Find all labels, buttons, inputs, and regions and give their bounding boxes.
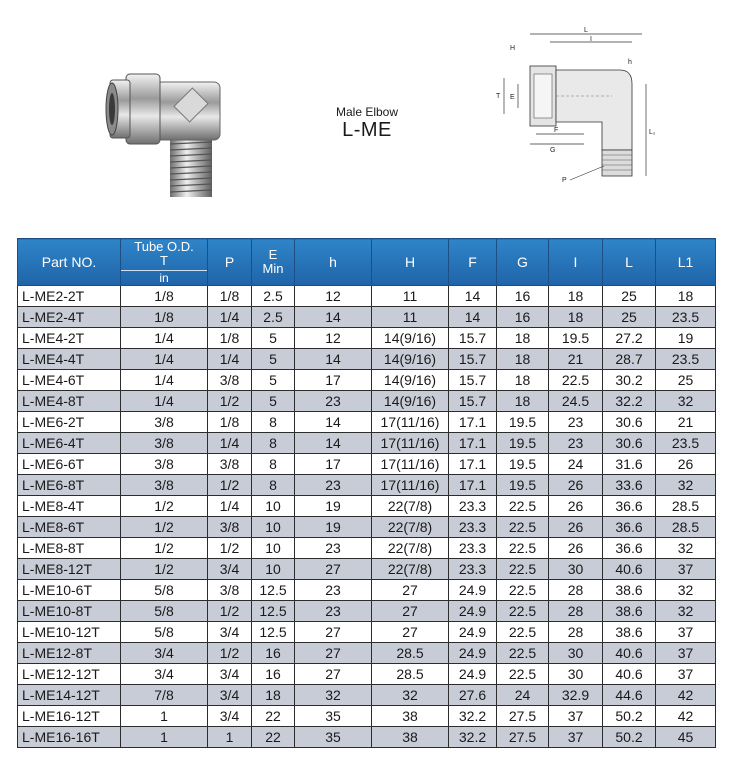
dim-label-E: E: [510, 94, 515, 101]
cell-l: 36.6: [603, 496, 656, 517]
cell-tube-od: 1: [121, 727, 208, 748]
cell-g: 19.5: [497, 433, 549, 454]
cell-p: 1/2: [208, 601, 252, 622]
cell-part-no: L-ME16-12T: [18, 706, 121, 727]
cell-tube-od: 3/8: [121, 433, 208, 454]
cell-e: 5: [252, 328, 295, 349]
cell-tube-od: 3/8: [121, 454, 208, 475]
cell-i: 21: [549, 349, 603, 370]
cell-l1: 32: [656, 391, 716, 412]
cell-h-large: 22(7/8): [372, 496, 449, 517]
header-l: L: [603, 239, 656, 286]
cell-g: 18: [497, 328, 549, 349]
cell-part-no: L-ME10-12T: [18, 622, 121, 643]
cell-part-no: L-ME6-6T: [18, 454, 121, 475]
cell-tube-od: 1/4: [121, 328, 208, 349]
cell-l: 30.6: [603, 412, 656, 433]
cell-e: 8: [252, 412, 295, 433]
cell-e: 16: [252, 643, 295, 664]
cell-p: 1/4: [208, 496, 252, 517]
cell-l: 50.2: [603, 727, 656, 748]
cell-l1: 25: [656, 370, 716, 391]
cell-f: 24.9: [449, 664, 497, 685]
cell-l: 30.2: [603, 370, 656, 391]
cell-l: 38.6: [603, 601, 656, 622]
cell-i: 23: [549, 433, 603, 454]
dim-label-P: P: [562, 177, 567, 184]
cell-i: 24: [549, 454, 603, 475]
cell-p: 3/8: [208, 454, 252, 475]
cell-l: 32.2: [603, 391, 656, 412]
cell-f: 17.1: [449, 412, 497, 433]
table-row: [18, 685, 716, 706]
cell-g: 18: [497, 349, 549, 370]
cell-p: 3/4: [208, 622, 252, 643]
cell-e: 2.5: [252, 286, 295, 307]
cell-part-no: L-ME8-8T: [18, 538, 121, 559]
cell-h-large: 11: [372, 286, 449, 307]
cell-tube-od: 5/8: [121, 601, 208, 622]
cell-l1: 21: [656, 412, 716, 433]
cell-e: 18: [252, 685, 295, 706]
table-row: [18, 370, 716, 391]
cell-p: 3/8: [208, 580, 252, 601]
cell-g: 22.5: [497, 517, 549, 538]
table-row: [18, 517, 716, 538]
cell-l: 33.6: [603, 475, 656, 496]
cell-p: 3/4: [208, 685, 252, 706]
table-row: [18, 538, 716, 559]
technical-drawing: [492, 22, 664, 186]
cell-part-no: L-ME8-6T: [18, 517, 121, 538]
cell-h-large: 27: [372, 580, 449, 601]
product-photo: [100, 62, 230, 202]
cell-part-no: L-ME10-8T: [18, 601, 121, 622]
cell-e: 10: [252, 559, 295, 580]
cell-tube-od: 5/8: [121, 580, 208, 601]
cell-h-small: 19: [295, 496, 372, 517]
cell-p: 1/2: [208, 391, 252, 412]
cell-h-small: 23: [295, 601, 372, 622]
cell-tube-od: 1/8: [121, 307, 208, 328]
table-row: [18, 559, 716, 580]
cell-i: 37: [549, 727, 603, 748]
table-row: [18, 496, 716, 517]
cell-h-large: 17(11/16): [372, 412, 449, 433]
cell-g: 18: [497, 391, 549, 412]
cell-h-small: 14: [295, 433, 372, 454]
cell-e: 10: [252, 517, 295, 538]
table-row: [18, 391, 716, 412]
cell-p: 3/8: [208, 517, 252, 538]
cell-h-small: 27: [295, 622, 372, 643]
cell-h-small: 17: [295, 454, 372, 475]
cell-g: 22.5: [497, 664, 549, 685]
cell-e: 8: [252, 475, 295, 496]
cell-l1: 23.5: [656, 433, 716, 454]
cell-g: 22.5: [497, 559, 549, 580]
cell-p: 1/2: [208, 538, 252, 559]
table-row: [18, 349, 716, 370]
cell-g: 16: [497, 307, 549, 328]
cell-part-no: L-ME4-8T: [18, 391, 121, 412]
cell-part-no: L-ME16-16T: [18, 727, 121, 748]
cell-part-no: L-ME12-8T: [18, 643, 121, 664]
cell-p: 3/8: [208, 370, 252, 391]
table-row: [18, 706, 716, 727]
cell-l: 36.6: [603, 517, 656, 538]
cell-i: 22.5: [549, 370, 603, 391]
header-tube-od-symbol: T: [160, 252, 168, 268]
cell-g: 19.5: [497, 412, 549, 433]
cell-h-small: 12: [295, 328, 372, 349]
cell-p: 1/8: [208, 412, 252, 433]
cell-h-small: 19: [295, 517, 372, 538]
cell-l: 25: [603, 286, 656, 307]
cell-l1: 18: [656, 286, 716, 307]
header-tube-od: [121, 239, 208, 286]
cell-p: 1/8: [208, 328, 252, 349]
cell-h-small: 23: [295, 391, 372, 412]
cell-f: 17.1: [449, 454, 497, 475]
cell-e: 8: [252, 454, 295, 475]
cell-h-small: 17: [295, 370, 372, 391]
cell-l: 50.2: [603, 706, 656, 727]
cell-g: 22.5: [497, 643, 549, 664]
cell-g: 22.5: [497, 496, 549, 517]
header-tube-od-label: Tube O.D.: [134, 238, 194, 254]
cell-h-large: 17(11/16): [372, 475, 449, 496]
cell-p: 3/4: [208, 559, 252, 580]
cell-tube-od: 1/4: [121, 349, 208, 370]
header-part-no: Part NO.: [18, 239, 121, 286]
cell-h-large: 14(9/16): [372, 349, 449, 370]
table-row: [18, 307, 716, 328]
cell-e: 12.5: [252, 580, 295, 601]
cell-l: 44.6: [603, 685, 656, 706]
header-l1: L1: [656, 239, 716, 286]
cell-e: 12.5: [252, 601, 295, 622]
cell-part-no: L-ME6-4T: [18, 433, 121, 454]
cell-h-small: 12: [295, 286, 372, 307]
cell-h-large: 27: [372, 622, 449, 643]
cell-part-no: L-ME4-2T: [18, 328, 121, 349]
cell-e: 22: [252, 727, 295, 748]
cell-e: 5: [252, 370, 295, 391]
cell-l1: 37: [656, 622, 716, 643]
cell-g: 19.5: [497, 475, 549, 496]
cell-part-no: L-ME8-12T: [18, 559, 121, 580]
cell-p: 1/2: [208, 475, 252, 496]
cell-e: 16: [252, 664, 295, 685]
cell-part-no: L-ME2-2T: [18, 286, 121, 307]
cell-h-small: 27: [295, 559, 372, 580]
table-row: [18, 664, 716, 685]
cell-h-large: 14(9/16): [372, 328, 449, 349]
cell-l1: 28.5: [656, 496, 716, 517]
cell-f: 14: [449, 307, 497, 328]
cell-p: 1/4: [208, 307, 252, 328]
cell-p: 1/2: [208, 643, 252, 664]
table-row: [18, 580, 716, 601]
cell-h-large: 38: [372, 727, 449, 748]
cell-tube-od: 3/4: [121, 643, 208, 664]
table-row: [18, 286, 716, 307]
cell-l: 40.6: [603, 559, 656, 580]
cell-f: 15.7: [449, 370, 497, 391]
cell-e: 8: [252, 433, 295, 454]
cell-h-large: 32: [372, 685, 449, 706]
cell-l1: 45: [656, 727, 716, 748]
cell-f: 32.2: [449, 706, 497, 727]
cell-part-no: L-ME4-6T: [18, 370, 121, 391]
dim-label-L1: L₁: [649, 129, 656, 136]
cell-i: 18: [549, 286, 603, 307]
cell-i: 32.9: [549, 685, 603, 706]
cell-f: 17.1: [449, 475, 497, 496]
cell-h-large: 11: [372, 307, 449, 328]
cell-f: 23.3: [449, 517, 497, 538]
cell-l1: 42: [656, 685, 716, 706]
cell-tube-od: 7/8: [121, 685, 208, 706]
cell-l1: 37: [656, 643, 716, 664]
cell-l: 30.6: [603, 433, 656, 454]
cell-tube-od: 1/4: [121, 370, 208, 391]
cell-g: 19.5: [497, 454, 549, 475]
cell-g: 16: [497, 286, 549, 307]
cell-l: 28.7: [603, 349, 656, 370]
cell-l: 27.2: [603, 328, 656, 349]
dim-label-L: L: [584, 27, 588, 34]
cell-p: 1/4: [208, 349, 252, 370]
cell-h-large: 27: [372, 601, 449, 622]
cell-h-small: 23: [295, 475, 372, 496]
cell-f: 14: [449, 286, 497, 307]
cell-l1: 23.5: [656, 349, 716, 370]
cell-l1: 37: [656, 559, 716, 580]
cell-l: 25: [603, 307, 656, 328]
cell-h-large: 14(9/16): [372, 370, 449, 391]
cell-part-no: L-ME10-6T: [18, 580, 121, 601]
dim-label-G: G: [550, 147, 556, 154]
header-e-label: E: [268, 247, 278, 262]
cell-g: 24: [497, 685, 549, 706]
table-row: [18, 643, 716, 664]
cell-h-small: 27: [295, 643, 372, 664]
product-name: Male Elbow: [335, 105, 399, 119]
cell-f: 23.3: [449, 538, 497, 559]
cell-e: 5: [252, 349, 295, 370]
cell-l: 31.6: [603, 454, 656, 475]
cell-g: 22.5: [497, 538, 549, 559]
cell-l1: 32: [656, 475, 716, 496]
cell-f: 24.9: [449, 580, 497, 601]
cell-i: 28: [549, 601, 603, 622]
cell-h-small: 23: [295, 538, 372, 559]
table-row: [18, 328, 716, 349]
product-title: [318, 105, 416, 141]
cell-l: 40.6: [603, 643, 656, 664]
header-e: [252, 239, 295, 286]
table-row: [18, 475, 716, 496]
cell-h-small: 14: [295, 412, 372, 433]
cell-l: 38.6: [603, 580, 656, 601]
header-i: I: [549, 239, 603, 286]
cell-tube-od: 5/8: [121, 622, 208, 643]
dim-label-H: H: [510, 45, 516, 52]
cell-p: 1/4: [208, 433, 252, 454]
cell-tube-od: 3/8: [121, 475, 208, 496]
header-g: G: [497, 239, 549, 286]
cell-g: 18: [497, 370, 549, 391]
cell-f: 23.3: [449, 559, 497, 580]
cell-h-large: 28.5: [372, 664, 449, 685]
cell-h-large: 22(7/8): [372, 538, 449, 559]
cell-i: 37: [549, 706, 603, 727]
cell-l1: 28.5: [656, 517, 716, 538]
header-f: F: [449, 239, 497, 286]
cell-i: 30: [549, 664, 603, 685]
cell-i: 30: [549, 559, 603, 580]
cell-l1: 32: [656, 538, 716, 559]
cell-i: 26: [549, 517, 603, 538]
cell-f: 15.7: [449, 391, 497, 412]
cell-part-no: L-ME12-12T: [18, 664, 121, 685]
cell-i: 26: [549, 475, 603, 496]
cell-f: 15.7: [449, 328, 497, 349]
cell-i: 19.5: [549, 328, 603, 349]
cell-l1: 37: [656, 664, 716, 685]
cell-e: 2.5: [252, 307, 295, 328]
dim-label-h: h: [628, 59, 632, 66]
cell-i: 30: [549, 643, 603, 664]
cell-f: 27.6: [449, 685, 497, 706]
cell-h-small: 35: [295, 706, 372, 727]
cell-h-small: 14: [295, 307, 372, 328]
cell-part-no: L-ME2-4T: [18, 307, 121, 328]
header-p: P: [208, 239, 252, 286]
header-h-small: h: [295, 239, 372, 286]
cell-p: 3/4: [208, 706, 252, 727]
cell-e: 10: [252, 496, 295, 517]
cell-i: 23: [549, 412, 603, 433]
header-h-large: H: [372, 239, 449, 286]
cell-f: 23.3: [449, 496, 497, 517]
cell-h-large: 28.5: [372, 643, 449, 664]
cell-h-large: 22(7/8): [372, 517, 449, 538]
cell-g: 22.5: [497, 601, 549, 622]
dim-label-I: I: [590, 36, 592, 43]
cell-g: 27.5: [497, 727, 549, 748]
cell-g: 27.5: [497, 706, 549, 727]
table-row: [18, 622, 716, 643]
cell-tube-od: 1: [121, 706, 208, 727]
table-row: [18, 727, 716, 748]
cell-h-small: 23: [295, 580, 372, 601]
table-row: [18, 454, 716, 475]
table-header-row: [18, 239, 716, 286]
cell-l1: 26: [656, 454, 716, 475]
cell-i: 26: [549, 496, 603, 517]
header-e-min: Min: [262, 261, 284, 276]
cell-i: 28: [549, 622, 603, 643]
cell-i: 24.5: [549, 391, 603, 412]
table-body: [18, 286, 716, 748]
cell-tube-od: 1/2: [121, 517, 208, 538]
cell-l: 36.6: [603, 538, 656, 559]
product-code: L-ME: [342, 119, 392, 141]
cell-tube-od: 1/2: [121, 496, 208, 517]
cell-l: 40.6: [603, 664, 656, 685]
cell-f: 17.1: [449, 433, 497, 454]
cell-h-large: 14(9/16): [372, 391, 449, 412]
cell-part-no: L-ME4-4T: [18, 349, 121, 370]
cell-part-no: L-ME6-8T: [18, 475, 121, 496]
cell-e: 12.5: [252, 622, 295, 643]
cell-f: 24.9: [449, 622, 497, 643]
cell-f: 24.9: [449, 643, 497, 664]
cell-part-no: L-ME8-4T: [18, 496, 121, 517]
cell-h-large: 17(11/16): [372, 454, 449, 475]
cell-l1: 32: [656, 580, 716, 601]
dim-label-T: T: [496, 93, 501, 100]
cell-h-large: 17(11/16): [372, 433, 449, 454]
cell-h-large: 22(7/8): [372, 559, 449, 580]
cell-h-small: 14: [295, 349, 372, 370]
cell-f: 24.9: [449, 601, 497, 622]
cell-e: 22: [252, 706, 295, 727]
table-row: [18, 412, 716, 433]
cell-e: 10: [252, 538, 295, 559]
cell-h-large: 38: [372, 706, 449, 727]
cell-i: 26: [549, 538, 603, 559]
cell-l1: 23.5: [656, 307, 716, 328]
header-tube-od-unit: in: [121, 270, 207, 285]
cell-tube-od: 1/4: [121, 391, 208, 412]
cell-i: 18: [549, 307, 603, 328]
cell-g: 22.5: [497, 580, 549, 601]
cell-l: 38.6: [603, 622, 656, 643]
spec-table: [17, 238, 716, 748]
dim-label-F: F: [554, 127, 559, 134]
cell-part-no: L-ME6-2T: [18, 412, 121, 433]
table-row: [18, 433, 716, 454]
cell-p: 1/8: [208, 286, 252, 307]
cell-f: 15.7: [449, 349, 497, 370]
cell-part-no: L-ME14-12T: [18, 685, 121, 706]
cell-tube-od: 3/8: [121, 412, 208, 433]
cell-tube-od: 1/2: [121, 559, 208, 580]
cell-l1: 32: [656, 601, 716, 622]
cell-f: 32.2: [449, 727, 497, 748]
cell-l1: 19: [656, 328, 716, 349]
cell-h-small: 27: [295, 664, 372, 685]
cell-p: 3/4: [208, 664, 252, 685]
cell-h-small: 32: [295, 685, 372, 706]
cell-l1: 42: [656, 706, 716, 727]
cell-tube-od: 3/4: [121, 664, 208, 685]
cell-g: 22.5: [497, 622, 549, 643]
cell-p: 1: [208, 727, 252, 748]
cell-h-small: 35: [295, 727, 372, 748]
cell-tube-od: 1/8: [121, 286, 208, 307]
cell-tube-od: 1/2: [121, 538, 208, 559]
cell-e: 5: [252, 391, 295, 412]
cell-i: 28: [549, 580, 603, 601]
table-row: [18, 601, 716, 622]
